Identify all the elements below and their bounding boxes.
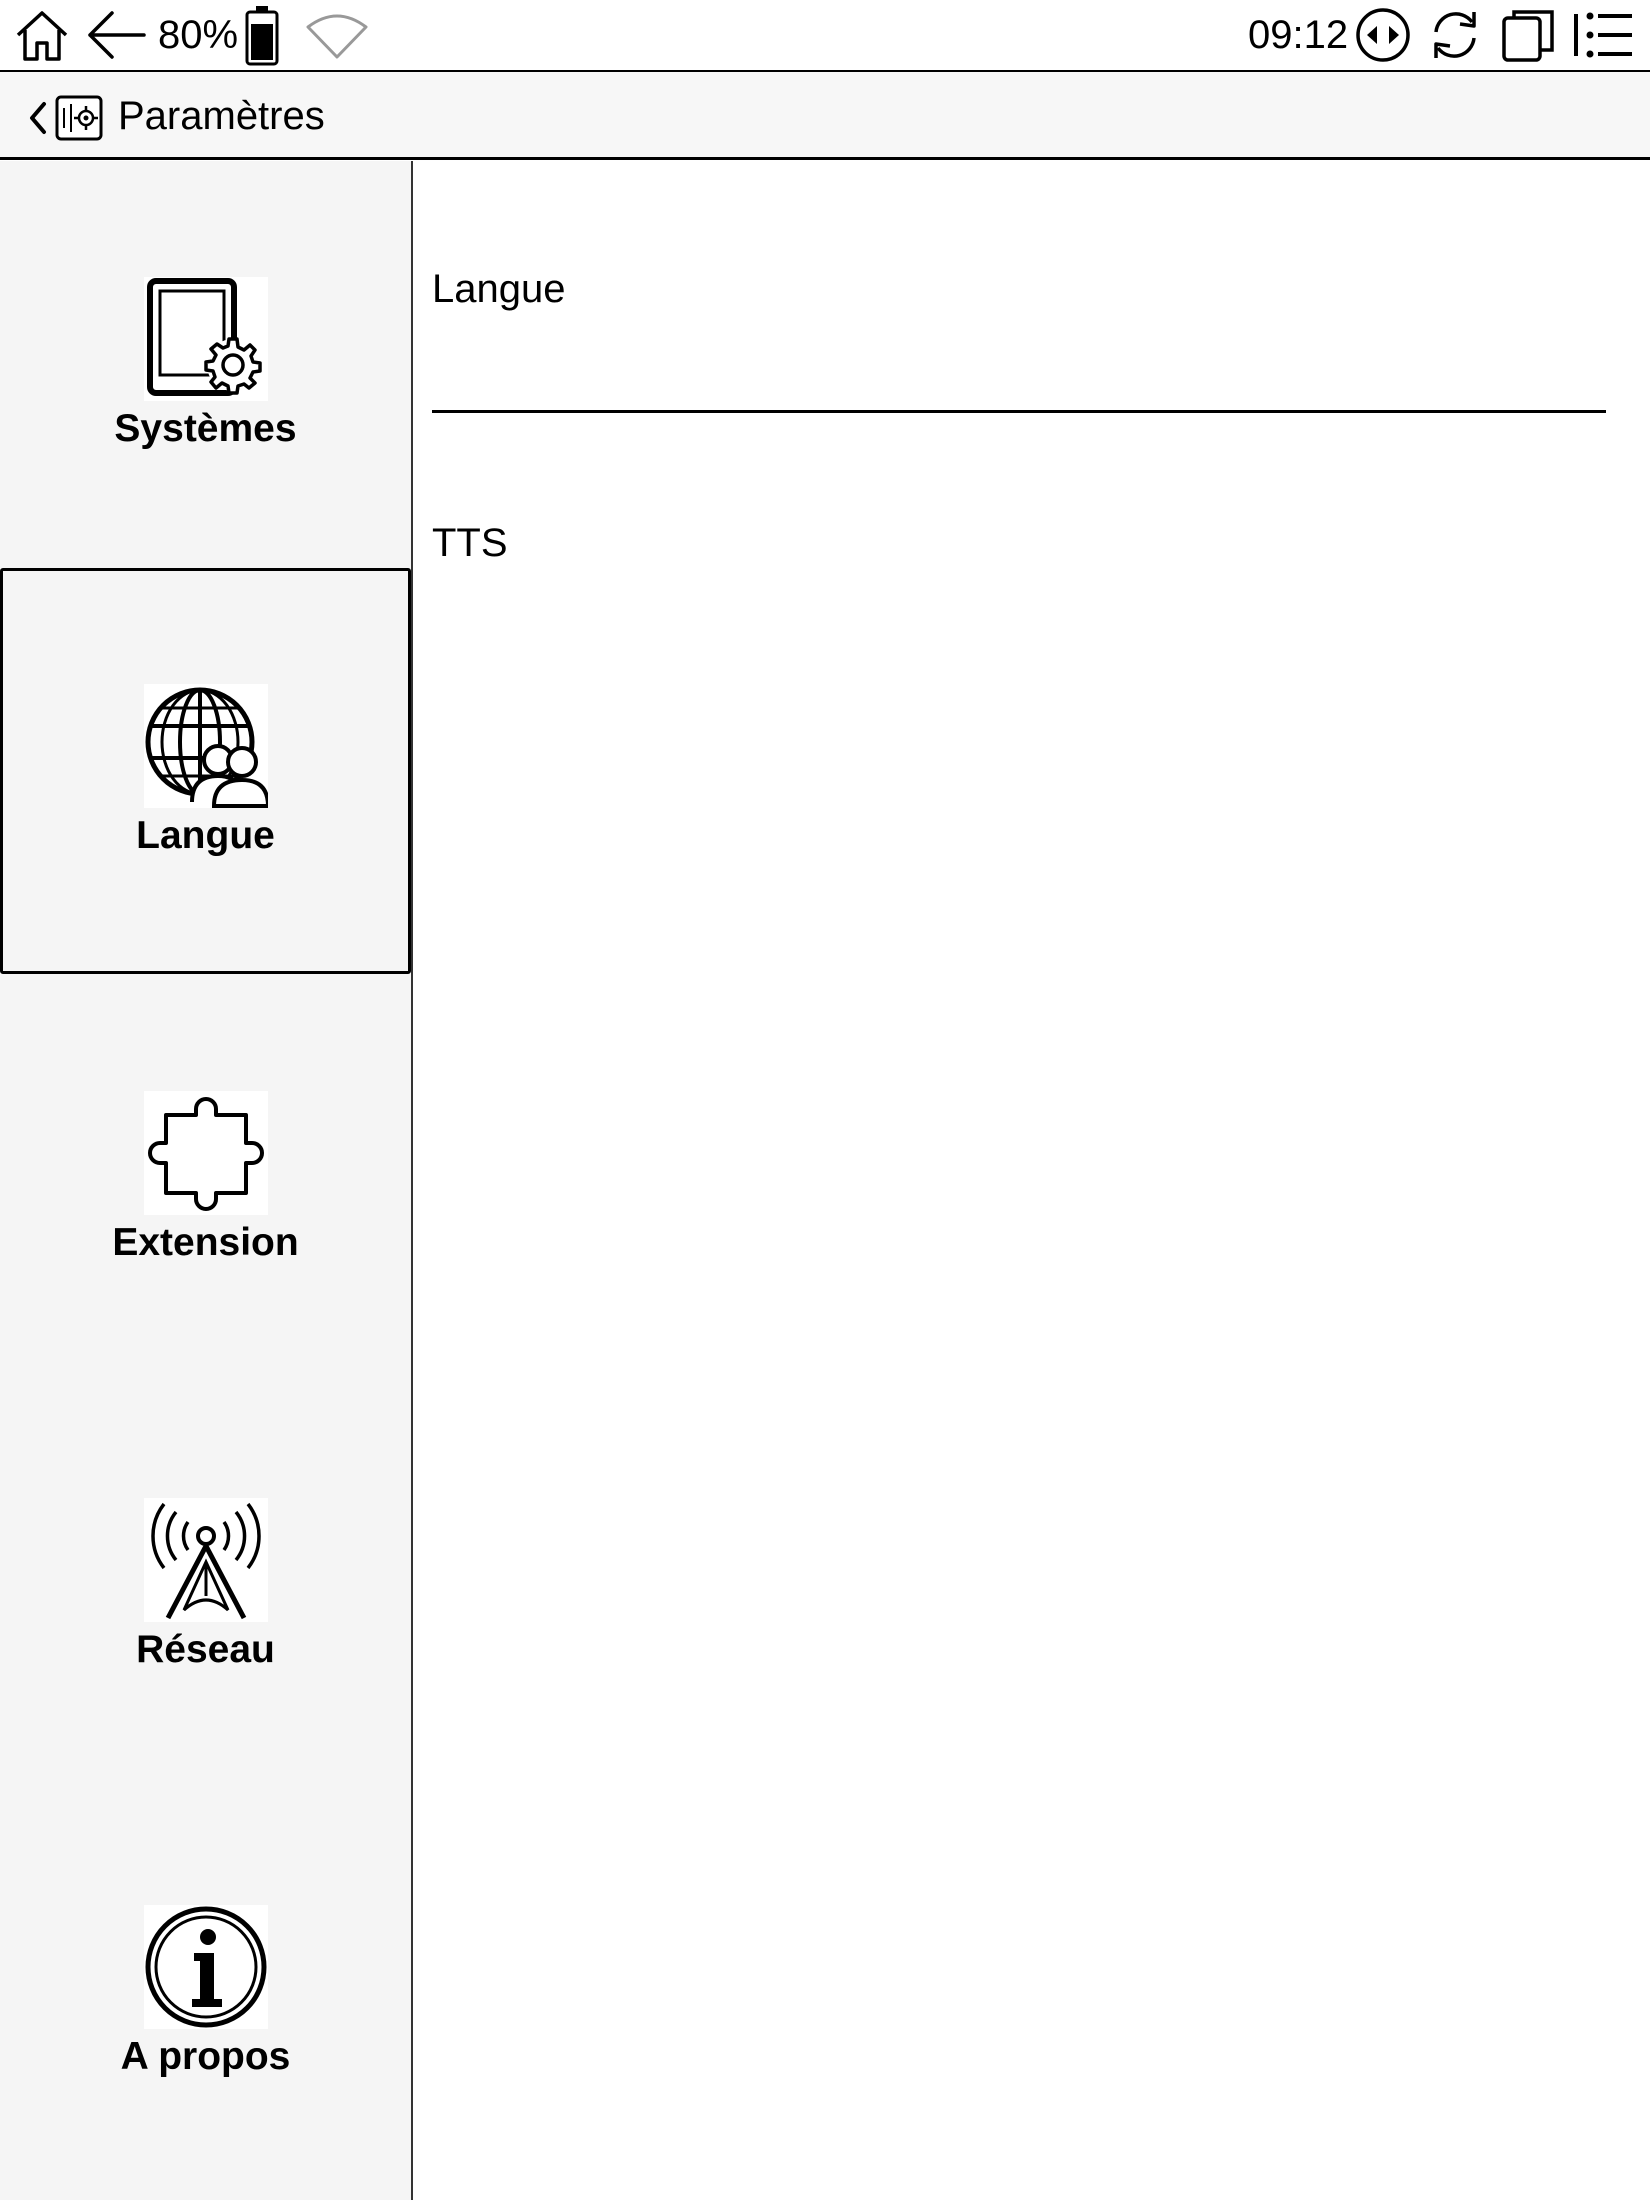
sidebar-item-label: A propos <box>120 2035 291 2078</box>
settings-content <box>414 161 1650 2200</box>
status-bar <box>0 0 1650 72</box>
battery-percent: 80% <box>158 12 239 57</box>
wifi-icon <box>306 0 368 70</box>
sidebar-item-langue[interactable] <box>0 568 411 974</box>
globe-people-icon <box>144 684 268 808</box>
page-title: Paramètres <box>118 93 325 138</box>
back-arrow-icon[interactable] <box>86 0 148 70</box>
setting-tts[interactable]: TTS <box>432 521 508 565</box>
sidebar-item-reseau[interactable] <box>0 1382 411 1788</box>
sidebar-item-label: Extension <box>112 1221 299 1264</box>
clock: 09:12 <box>1248 12 1349 57</box>
app-settings-icon <box>54 94 104 142</box>
sidebar <box>0 161 413 2200</box>
battery-icon <box>244 0 280 70</box>
chevron-left-icon <box>28 98 48 138</box>
info-icon <box>144 1905 268 2029</box>
sidebar-item-label: Systèmes <box>114 407 297 450</box>
setting-langue[interactable]: Langue <box>432 267 566 311</box>
sidebar-item-extension[interactable] <box>0 975 411 1381</box>
refresh-icon[interactable] <box>1426 0 1484 70</box>
system-settings-icon <box>144 277 268 401</box>
divider <box>432 410 1606 413</box>
puzzle-icon <box>144 1091 268 1215</box>
rotate-icon[interactable] <box>1354 0 1412 70</box>
split-screen-icon[interactable] <box>1500 0 1558 70</box>
antenna-icon <box>144 1498 268 1622</box>
menu-icon[interactable] <box>1570 0 1636 70</box>
sidebar-item-systemes[interactable] <box>0 161 411 567</box>
sidebar-item-a-propos[interactable] <box>0 1789 411 2195</box>
title-bar <box>0 72 1650 160</box>
sidebar-item-label: Réseau <box>136 1628 275 1671</box>
sidebar-item-label: Langue <box>136 814 275 857</box>
back-button[interactable] <box>28 94 110 142</box>
home-icon[interactable] <box>12 0 72 70</box>
